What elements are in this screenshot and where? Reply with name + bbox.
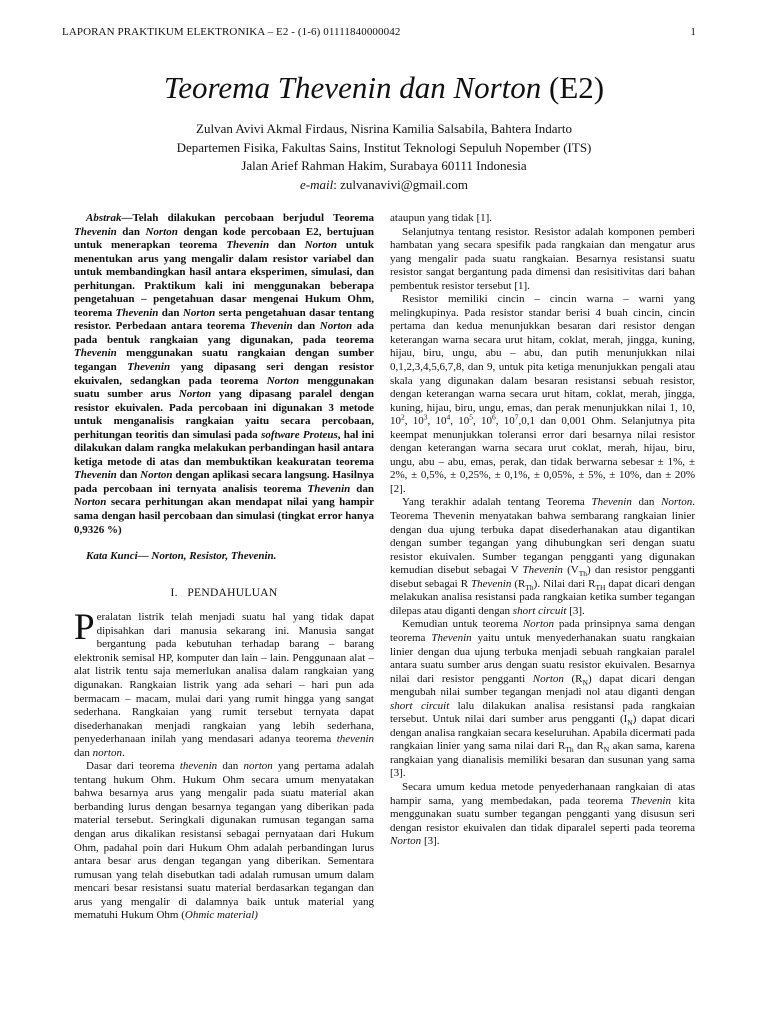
right-column	[390, 212, 695, 849]
paragraph-em: Norton	[661, 496, 693, 509]
keywords-lead: Kata Kunci	[86, 550, 138, 563]
intro-paragraph-2	[74, 760, 374, 923]
abstract-text: dan	[116, 469, 141, 482]
abstract-text: yang dipasang seri dengan resistor ekuivalen, sedangkan pada teorema	[74, 361, 375, 387]
paragraph-text: .	[121, 746, 125, 759]
comparison-paragraph	[390, 781, 695, 849]
paragraph-em: short circuit	[390, 699, 450, 712]
paragraph-text: eralatan listrik telah menjadi suatu hal yang tidak dapat dipisahkan dari manusia sekarang ini. Manusia sangat bergantung pada kebutuhan terhadap barang – barang elektronik semisal HP, komputer dan lain – lain. Penggunaan alat – alat listrik tentu saja memerlukan analisa dalam rangkaian yang digunakan. Rangkaian listrik yang ada sehari – hari pun ada bermacam – macam, mulai dari yang rumit hingga yang sangat sederhana. Rangkaian yang rumit tersebut ternyata dapat disederhanakan menjadi rangkaian yang lebih sederhana, penyederhanaan inilah yang mendasari adanya teorema	[74, 611, 374, 746]
exponent: 6	[492, 412, 496, 422]
paragraph-text: ) dapat dicari dengan mengubah nilai sumber tegangan menjadi nol atau diganti dengan	[390, 672, 695, 699]
subscript: Th	[565, 745, 574, 755]
abstract-em: Norton	[145, 225, 178, 238]
exponent: 3	[423, 412, 428, 422]
abstract-em: Norton	[266, 374, 300, 387]
paragraph-text: yang pertama adalah tentang hukum Ohm. Hukum Ohm secara umum menyatakan bahwa besarnya arus yang mengalir pada suatu material akan berbanding lurus dengan besarnya tegangan yang diberikan pada material tersebut. Seringkali digunakan rumusan tegangan sama dengan arus dikalikan resistansi sebagai pernyataan dari Hukum Ohm, padahal poin dari Hukum Ohm adalah perbandingan lurus antara besar arus dengan tegangan yang diberikan. Sementara rumusan yang telah disebutkan tadi adalah rumusan umum dalam mencari besar resistansi suatu material berdasarkan tegangan dan arus yang mengalir di dalamnya baik untuk material yang mematuhi Hukum Ohm (	[74, 760, 374, 922]
paragraph-text: dan R	[573, 740, 604, 753]
abstract-em: Thevenin	[74, 347, 117, 360]
abstract-text: —Telah dilakukan percobaan berjudul Teorema	[121, 212, 374, 224]
paragraph-em: Thevenin	[630, 794, 671, 807]
paragraph-text: dapat dicari dengan melakukan analisa resistansi pada rangkaian ketika sumber tegangan dilepas atau diganti dengan	[390, 577, 695, 617]
abstract-text: dan	[269, 239, 305, 252]
abstract-em: Norton	[74, 496, 107, 509]
page-number: 1	[690, 26, 696, 38]
paragraph-text: lalu dilakukan analisa resistansi pada rangkaian tersebut. Untuk nilai dari sumber arus pengganti (I	[390, 699, 695, 726]
paragraph-text: , 10	[404, 415, 424, 428]
abstract-text: untuk menentukan arus yang mengalir dalam resistor variabel dan untuk membandingkan hasil antara eksperimen, simulasi, dan perhitungan. Praktikum kali ini menggunakan beberapa pengetahuan – pengetahuan dasar mengenai Hukum Ohm, teorema	[74, 239, 374, 319]
author-names: Zulvan Avivi Akmal Firdaus, Nisrina Kamilia Salsabila, Bahtera Indarto	[196, 121, 572, 136]
abstract-em: Norton	[304, 239, 337, 252]
section-title: PENDAHULUAN	[187, 586, 278, 599]
color-code-paragraph	[390, 293, 695, 496]
paragraph-text: yaitu untuk menyederhanakan suatu rangkaian linier dengan dua ujung terbuka menjadi sebuah rangkaian paralel antara suatu sumber arus dengan suatu resistor ekuivalen. Besarnya nilai dari resistor pengganti	[390, 631, 695, 685]
email-label: e-mail	[300, 176, 334, 192]
author-department: Departemen Fisika, Fakultas Sains, Institut Teknologi Sepuluh Nopember (ITS)	[176, 139, 592, 155]
abstract-text: serta pengetahuan dasar tentang resistor. Perbedaan antara teorema	[74, 306, 374, 333]
author-block	[0, 120, 768, 194]
paragraph-text: ) dan resistor pengganti disebut sebagai R	[390, 564, 695, 590]
subscript: TH	[595, 582, 606, 592]
exponent: 2	[401, 412, 405, 422]
keywords-text: — Norton, Resistor, Thevenin.	[137, 550, 277, 563]
paragraph-em: Norton	[532, 672, 564, 685]
email-address: : zulvanavivi@gmail.com	[333, 176, 468, 192]
paragraph-text: , 10	[427, 415, 447, 428]
abstract	[74, 212, 374, 537]
abstract-em: Norton	[178, 388, 212, 401]
abstract-text: dengan kode percobaan E2, bertujuan untuk menerapkan teorema	[74, 225, 374, 252]
abstract-em: Thevenin	[249, 320, 293, 333]
paragraph-text: Resistor memiliki cincin – cincin warna – warni yang melingkupinya. Pada resistor standar berisi 4 buah cincin, cincin pertama dan kedua menunjukkan besaran dari resistor dengan keterangan warna secara urut hitam, coklat, merah, jingga, kuning, hijau, biru, ungu, abu – abu, dan putih menunjukkan nilai 0,1,2,3,4,5,6,7,8, dan 9, untuk pita ketiga menunjukkan pengali atau skala yang digunakan dalam besaran resistansi sebuah resistor, dengan keterangan warna secara urut hitam, coklat, merah, jingga, kuning, hijau, biru, ungu, emas, dan perak menunjukkan nilai 1, 10, 10	[390, 293, 695, 428]
paragraph-em: norton	[243, 760, 273, 773]
subscript: Th	[578, 569, 588, 579]
abstract-text: dengan aplikasi secara langsung. Hasilnya pada percobaan ini ternyata analisis teorema	[74, 469, 374, 495]
exponent: 5	[469, 412, 473, 422]
paragraph-text: pada prinsipnya sama dengan teorema	[390, 618, 695, 644]
exponent: 7	[514, 412, 519, 422]
subscript: Th	[525, 582, 534, 592]
keywords	[74, 550, 374, 564]
abstract-text: dan	[350, 482, 374, 495]
abstract-text: ada pada bentuk rangkaian yang digunakan, pada teorema	[74, 320, 374, 346]
paragraph-text: dan	[631, 496, 662, 509]
subscript: N	[582, 677, 588, 687]
abstract-em: Norton	[140, 469, 173, 482]
subscript: N	[603, 745, 610, 755]
paragraph-text: ) dapat dicari dengan analisa rangkaian secara keseluruhan. Apabila dicermati pada rangkaian linier yang sama nilai dari R	[390, 713, 695, 753]
paragraph-text: Kemudian untuk teorema	[402, 618, 523, 631]
abstract-text: menggunakan suatu sumber arus	[74, 374, 374, 401]
abstract-em: Thevenin	[115, 306, 159, 319]
abstract-em: Thevenin	[74, 469, 117, 482]
paragraph-text: Selanjutnya tentang resistor. Resistor adalah komponen pemberi hambatan yang secara spesifik pada rangkaian dan mengatur arus yang mengalir pada suatu rangkaian. Besarnya resistansi suatu resistor sangat bergantung pada dimensi dan resisitivitas dari bahan pembentuk resistor tersebut [1].	[390, 225, 695, 292]
paragraph-text: , 10	[495, 415, 515, 428]
abstract-text: dan	[292, 320, 320, 333]
paragraph-text: (R	[563, 672, 583, 685]
paragraph-em: Thevenin	[522, 564, 563, 577]
resistor-paragraph	[390, 226, 695, 294]
paper-title-code: (E2)	[549, 70, 605, 105]
paragraph-text: dan	[74, 746, 93, 759]
abstract-em: Thevenin	[74, 225, 117, 238]
paragraph-text: dan	[217, 760, 244, 773]
author-email	[0, 176, 768, 195]
running-head-text: LAPORAN PRAKTIKUM ELEKTRONIKA – E2 - (1-6) 01111840000042	[62, 26, 401, 38]
paragraph-text: [3].	[421, 835, 440, 848]
paragraph-text: [3].	[566, 604, 585, 617]
intro-paragraph-1	[74, 607, 374, 760]
paragraph-text: akan sama, karena rangkaian yang dianalisis memiliki besaran dan susunan yang sama [3].	[390, 740, 695, 780]
abstract-em: Norton	[319, 320, 353, 333]
paragraph-text: , 10	[450, 415, 470, 428]
author-address: Jalan Arief Rahman Hakim, Surabaya 60111 Indonesia	[241, 158, 527, 173]
paragraph-em: Norton	[390, 835, 422, 848]
exponent: 4	[446, 412, 451, 422]
abstract-em: Thevenin	[307, 482, 351, 495]
abstract-text: secara perhitungan akan mendapat nilai yang hampir sama dengan hasil percobaan dan simulasi (tingkat error hanya 0,9326 %)	[74, 496, 374, 536]
paragraph-em: Norton	[522, 618, 555, 631]
paragraph-em: thevenin	[179, 760, 218, 773]
paragraph-em: Thevenin	[591, 496, 632, 509]
paragraph-text: ataupun yang tidak [1].	[390, 212, 493, 224]
paragraph-em: thevenin	[336, 733, 374, 746]
paragraph-em: Thevenin	[431, 631, 472, 644]
thevenin-paragraph	[390, 496, 695, 618]
abstract-text: dan	[158, 306, 183, 319]
paragraph-em: Ohmic material)	[184, 909, 258, 922]
paragraph-em: norton	[92, 746, 122, 759]
drop-cap: P	[74, 607, 95, 649]
paragraph-text: Secara umum kedua metode penyederhanaan rangkaian di atas hampir sama, yang membedakan, pada teorema	[390, 780, 695, 807]
paragraph-text: kita menggunakan suatu sumber tegangan pengganti yang disusun seri dengan resistor ekuivalen dan tidak diparalel seperti pada teorema	[390, 794, 695, 834]
paper-title	[0, 70, 768, 106]
subscript: N	[627, 718, 633, 728]
running-head	[62, 26, 696, 38]
paragraph-text: . Teorema Thevenin menyatakan bahwa sembarang rangkaian linier dengan dua ujung terbuka dapat disederhanakan atau digantikan dengan sumber tegangan yang dihubungkan seri dengan suatu resistor ekuivalen. Sumber tegangan pengganti yang digunakan kemudian disebut sebagai V	[390, 496, 695, 577]
norton-paragraph	[390, 618, 695, 781]
paragraph-text: (R	[511, 577, 526, 590]
abstract-text: dan	[116, 225, 146, 238]
abstract-lead: Abstrak	[86, 212, 122, 224]
left-column	[74, 212, 374, 923]
abstract-em: software Proteus	[261, 428, 338, 441]
abstract-text: menggunakan suatu rangkaian dengan sumber tegangan	[74, 347, 374, 374]
paper-title-main: Teorema Thevenin dan Norton	[163, 70, 542, 105]
paragraph-text: Dasar dari teorema	[86, 760, 180, 773]
paragraph-em: short circuit	[512, 604, 567, 617]
paragraph-text: ). Nilai dari R	[533, 577, 596, 590]
paragraph-text: Yang terakhir adalah tentang Teorema	[402, 496, 592, 509]
paragraph-text: (V	[562, 564, 579, 577]
paragraph-text: , 10	[473, 415, 492, 428]
section-heading	[74, 587, 374, 601]
abstract-text: yang dipasang paralel dengan resistor ekuivalen. Pada percobaan ini digunakan 3 metode untuk menganalisis rangkaian yaitu secara percobaan, perhitungan teoritis dan simulasi pada	[74, 388, 374, 441]
abstract-text: , hal ini dilakukan dalam rangka melakukan perbandingan hasil antara ketiga metode di atas dan membuktikan keakuratan teorema	[74, 428, 375, 468]
paragraph-em: Thevenin	[471, 577, 512, 590]
paragraph-text: ,0,1 dan 0,001 Ohm. Selanjutnya pita keempat menunjukkan toleransi error dari besarnya nilai resistor dengan keterangan warna secara urut coklat, merah, hijau, biru, ungu, abu – abu, emas, perak, dan tidak berwarna sebesar ± 1%, ± 2%, ± 0,5%, ± 0,25%, ± 0,1%, ± 0,05%, ± 5%, ± 10%, dan ± 20% [2].	[390, 415, 696, 495]
abstract-em: Norton	[182, 306, 216, 319]
abstract-em: Thevenin	[226, 239, 270, 252]
abstract-em: Thevenin	[127, 361, 171, 374]
paragraph-continuation	[390, 212, 695, 226]
section-number: I.	[170, 586, 178, 599]
